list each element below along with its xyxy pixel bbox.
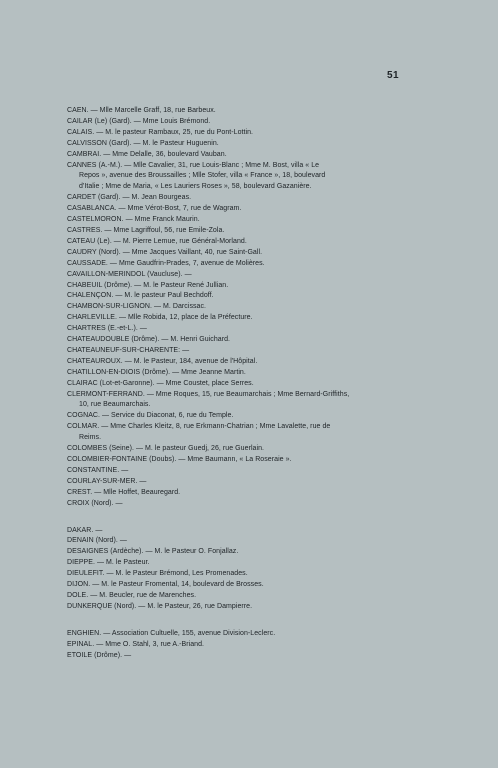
directory-entry [67,368,412,379]
entry-line: CHATILLON-EN-DIOIS (Drôme). — Mme Jeanne Martin. [67,368,246,376]
entry-line: COLMAR. — Mme Charles Kleitz, 8, rue Erkmann-Chatrian ; Mme Lavalette, rue de [67,423,331,431]
entry-line: CAEN. — Mlle Marcelle Graff, 18, rue Barbeux. [67,107,216,114]
directory-entry [67,411,412,422]
entry-line: CATEAU (Le). — M. Pierre Lemue, rue Général-Morland. [67,237,247,245]
directory-entry [67,526,412,537]
page-number: 51 [387,70,400,81]
directory-entry [67,259,412,270]
directory-entry [67,390,412,412]
entry-continuation-line: Repos », avenue des Broussailles ; Mlle Stofer, villa « France », 18, boulevard [79,172,326,180]
directory-entry [67,324,412,335]
entry-continuation-line: d'Italie ; Mme de Maria, « Les Lauriers Roses », 58, boulevard Gazanière. [79,183,312,191]
entry-line: CAILAR (Le) (Gard). — Mme Louis Brémond. [67,117,211,125]
directory-entry [67,281,412,292]
entry-line: CHAMBON-SUR-LIGNON. — M. Darcissac. [67,303,207,311]
entry-line: CHATEAUROUX. — M. le Pasteur, 184, avenue de l'Hôpital. [67,357,258,365]
directory-listing [67,106,412,662]
entry-line: CASTRES. — Mme Lagriffoul, 56, rue Emile-Zola. [67,226,225,234]
entry-line: CAUSSADE. — Mme Gaudfrin-Prades, 7, avenue de Molières. [67,259,265,267]
entry-line: CAMBRAI. — Mme Delalle, 36, boulevard Vauban. [67,150,227,158]
letter-section [67,526,412,613]
entry-line: CONSTANTINE. — [67,466,129,474]
directory-entry [67,536,412,547]
directory-entry [67,193,412,204]
directory-entry [67,248,412,259]
directory-entry [67,117,412,128]
entry-line: CHATEAUDOUBLE (Drôme). — M. Henri Guichard. [67,336,231,344]
entry-line: CAVAILLON-MERINDOL (Vaucluse). — [67,270,192,278]
directory-entry [67,640,412,651]
directory-entry [67,422,412,444]
entry-line: DIJON. — M. le Pasteur Fromental, 14, boulevard de Brosses. [67,581,264,589]
directory-entry [67,580,412,591]
entry-continuation-line: Reims. [79,434,102,442]
directory-entry [67,499,412,510]
entry-line: DENAIN (Nord). — [67,537,127,545]
entry-line: DIEPPE. — M. le Pasteur. [67,559,150,567]
directory-entry [67,466,412,477]
directory-entry [67,591,412,602]
entry-line: CLAIRAC (Lot-et-Garonne). — Mme Coustet, place Serres. [67,379,254,387]
entry-continuation-line: 10, rue Beaumarchais. [79,401,151,409]
directory-entry [67,291,412,302]
directory-entry [67,547,412,558]
entry-line: ETOILE (Drôme). — [67,651,132,659]
entry-line: CALVISSON (Gard). — M. le Pasteur Huguenin. [67,139,219,147]
entry-line: CHALENÇON. — M. le pasteur Paul Bechdoff. [67,292,214,300]
entry-line: COURLAY-SUR-MER. — [67,477,147,485]
directory-entry [67,346,412,357]
entry-line: CROIX (Nord). — [67,499,123,507]
directory-entry [67,161,412,194]
directory-entry [67,150,412,161]
directory-entry [67,444,412,455]
directory-entry [67,379,412,390]
directory-entry [67,602,412,613]
directory-entry [67,569,412,580]
directory-entry [67,629,412,640]
directory-entry [67,558,412,569]
entry-line: DIEULEFIT. — M. le Pasteur Brémond, Les Promenades. [67,570,248,578]
directory-entry [67,455,412,466]
entry-line: CALAIS. — M. le pasteur Rambaux, 25, rue du Pont-Lottin. [67,128,254,136]
letter-section [67,106,412,510]
directory-entry [67,204,412,215]
directory-entry [67,237,412,248]
directory-entry [67,270,412,281]
entry-line: COGNAC. — Service du Diaconat, 6, rue du Temple. [67,412,234,420]
directory-entry [67,335,412,346]
directory-entry [67,139,412,150]
letter-section [67,629,412,662]
entry-line: CASABLANCA. — Mme Vérot-Bost, 7, rue de Wagram. [67,205,242,213]
directory-entry [67,106,412,117]
entry-line: CANNES (A.-M.). — Mlle Cavalier, 31, rue Louis-Blanc ; Mme M. Bost, villa « Le [67,161,320,169]
directory-entry [67,488,412,499]
directory-entry [67,226,412,237]
directory-entry [67,651,412,662]
directory-entry [67,357,412,368]
directory-entry [67,302,412,313]
entry-line: COLOMBES (Seine). — M. le pasteur Guedj, 26, rue Guerlain. [67,445,265,453]
directory-entry [67,215,412,226]
entry-line: CLERMONT-FERRAND. — Mme Roques, 15, rue Beaumarchais ; Mme Bernard-Griffiths, [67,390,350,398]
entry-line: EPINAL. — Mme O. Stahl, 3, rue A.-Briand. [67,640,205,648]
entry-line: DESAIGNES (Ardèche). — M. le Pasteur O. Fonjallaz. [67,548,239,556]
entry-line: CREST. — Mlle Hoffet, Beauregard. [67,488,181,496]
directory-entry [67,313,412,324]
entry-line: CHARLEVILLE. — Mlle Robida, 12, place de la Préfecture. [67,314,253,322]
directory-entry [67,477,412,488]
entry-line: DOLE. — M. Beucler, rue de Marenches. [67,591,197,599]
entry-line: CASTELMORON. — Mme Franck Maurin. [67,216,200,224]
entry-line: CARDET (Gard). — M. Jean Bourgeas. [67,194,192,202]
entry-line: CHABEUIL (Drôme). — M. le Pasteur René Jullian. [67,281,229,289]
entry-line: CAUDRY (Nord). — Mme Jacques Vaillant, 40, rue Saint-Gall. [67,248,263,256]
entry-line: DAKAR. — [67,526,103,534]
entry-line: CHARTRES (E.-et-L.). — [67,325,147,333]
entry-line: CHATEAUNEUF-SUR-CHARENTE: — [67,346,190,354]
entry-line: DUNKERQUE (Nord). — M. le Pasteur, 26, rue Dampierre. [67,602,253,610]
entry-line: ENGHIEN. — Association Cultuelle, 155, avenue Division-Leclerc. [67,629,276,637]
entry-line: COLOMBIER-FONTAINE (Doubs). — Mme Baumann, « La Roseraie ». [67,456,292,463]
directory-entry [67,128,412,139]
